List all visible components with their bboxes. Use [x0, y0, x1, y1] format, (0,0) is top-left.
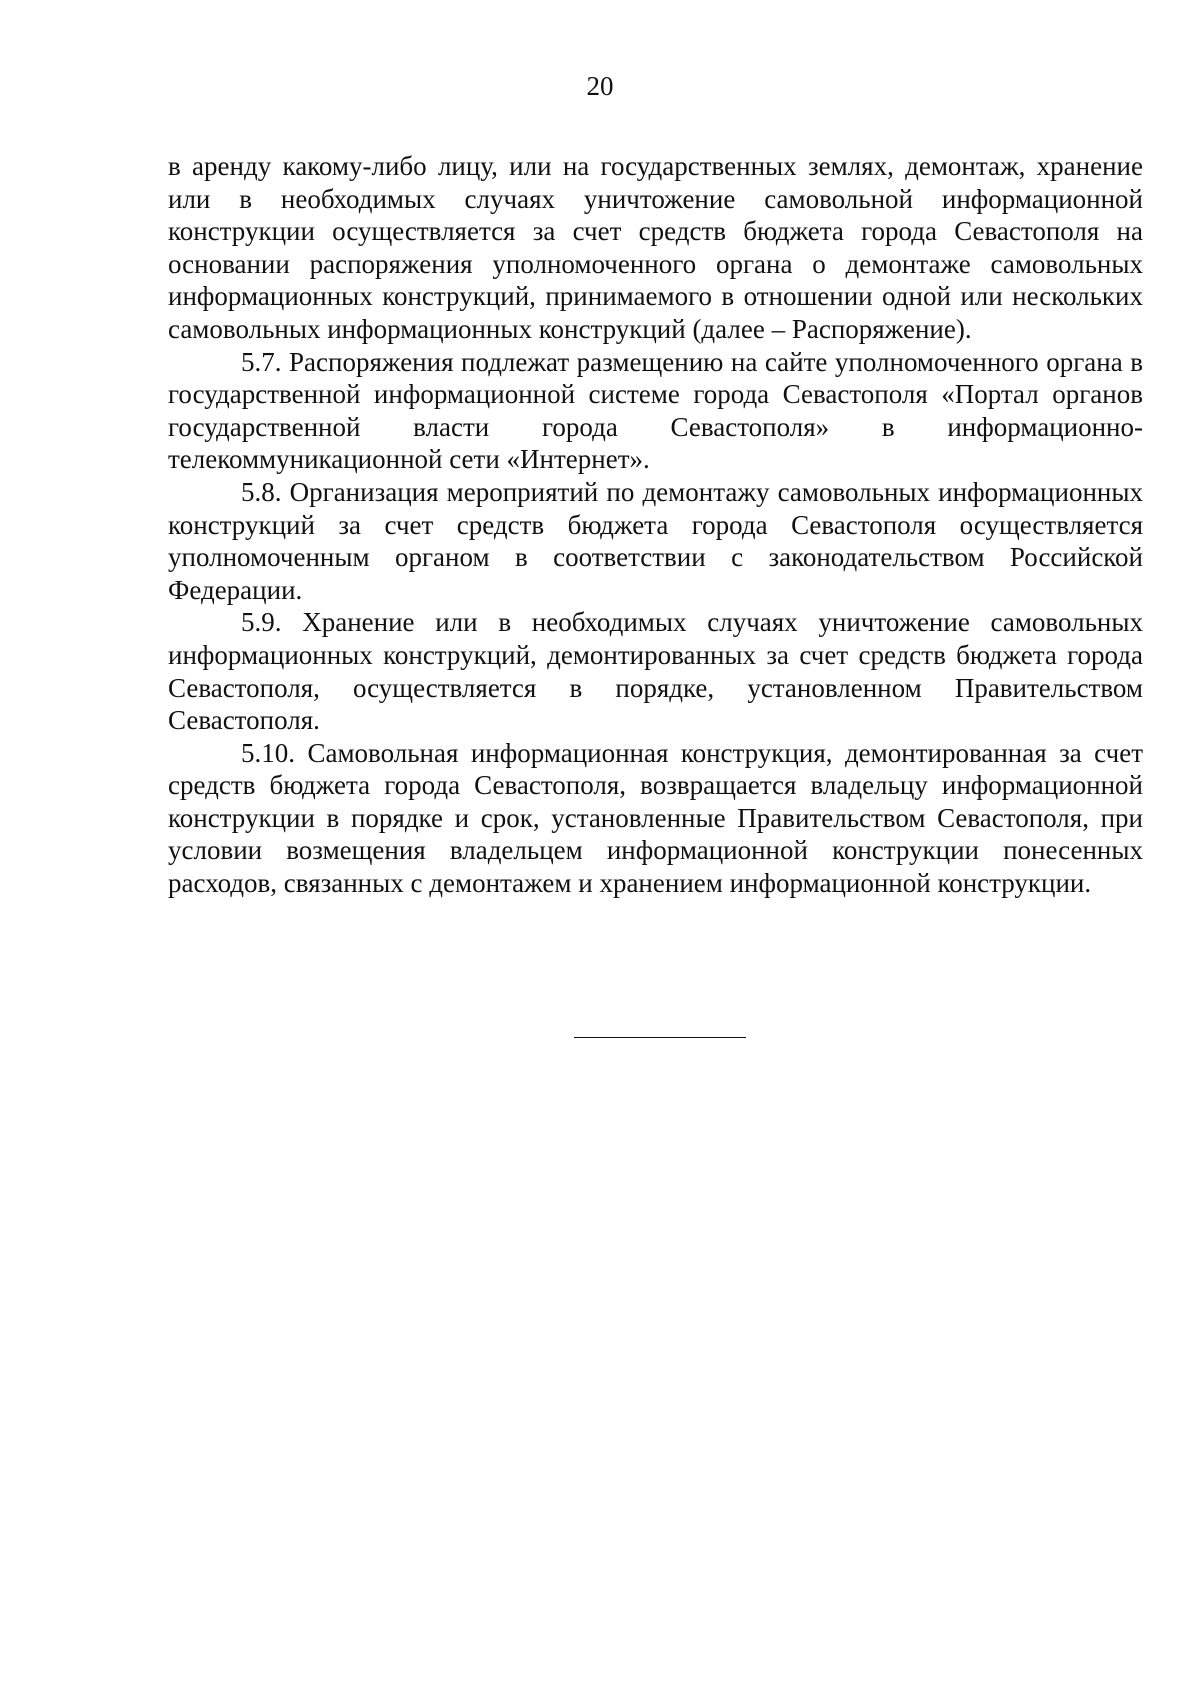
document-body: [168, 150, 1143, 900]
page-number: 20: [586, 71, 614, 101]
paragraph-continuation: в аренду какому-либо лицу, или на государственных землях, демонтаж, хранение или в необходимых случаях уничтожение самовольной информационной конструкции осуществляется за счет средств бюджета города Севастополя на основании распоряжения уполномоченного органа о демонтаже самовольных информационных конструкций, принимаемого в отношении одной или нескольких самовольных информационных конструкций (далее – Распоряжение).: [168, 151, 1143, 344]
paragraph-5-9: 5.9. Хранение или в необходимых случаях уничтожение самовольных информационных конструкций, демонтированных за счет средств бюджета города Севастополя, осуществляется в порядке, установленном Правительством Севастополя.: [168, 607, 1143, 736]
paragraph-5-10: 5.10. Самовольная информационная конструкция, демонтированная за счет средств бюджета города Севастополя, возвращается владельцу информационной конструкции в порядке и срок, установленные Правительством Севастополя, при условии возмещения владельцем информационной конструкции понесенных расходов, связанных с демонтажем и хранением информационной конструкции.: [168, 737, 1143, 899]
paragraph-5-8: 5.8. Организация мероприятий по демонтажу самовольных информационных конструкций за счет средств бюджета города Севастополя осуществляется уполномоченным органом в соответствии с законодательством Российской Федерации.: [168, 476, 1143, 605]
paragraph-5-7: 5.7. Распоряжения подлежат размещению на сайте уполномоченного органа в государственной информационной системе города Севастополя «Портал органов государственной власти города Севастополя» в информационно-телекоммуникационной сети «Интернет».: [168, 346, 1143, 475]
end-of-document-rule: [574, 1037, 746, 1038]
